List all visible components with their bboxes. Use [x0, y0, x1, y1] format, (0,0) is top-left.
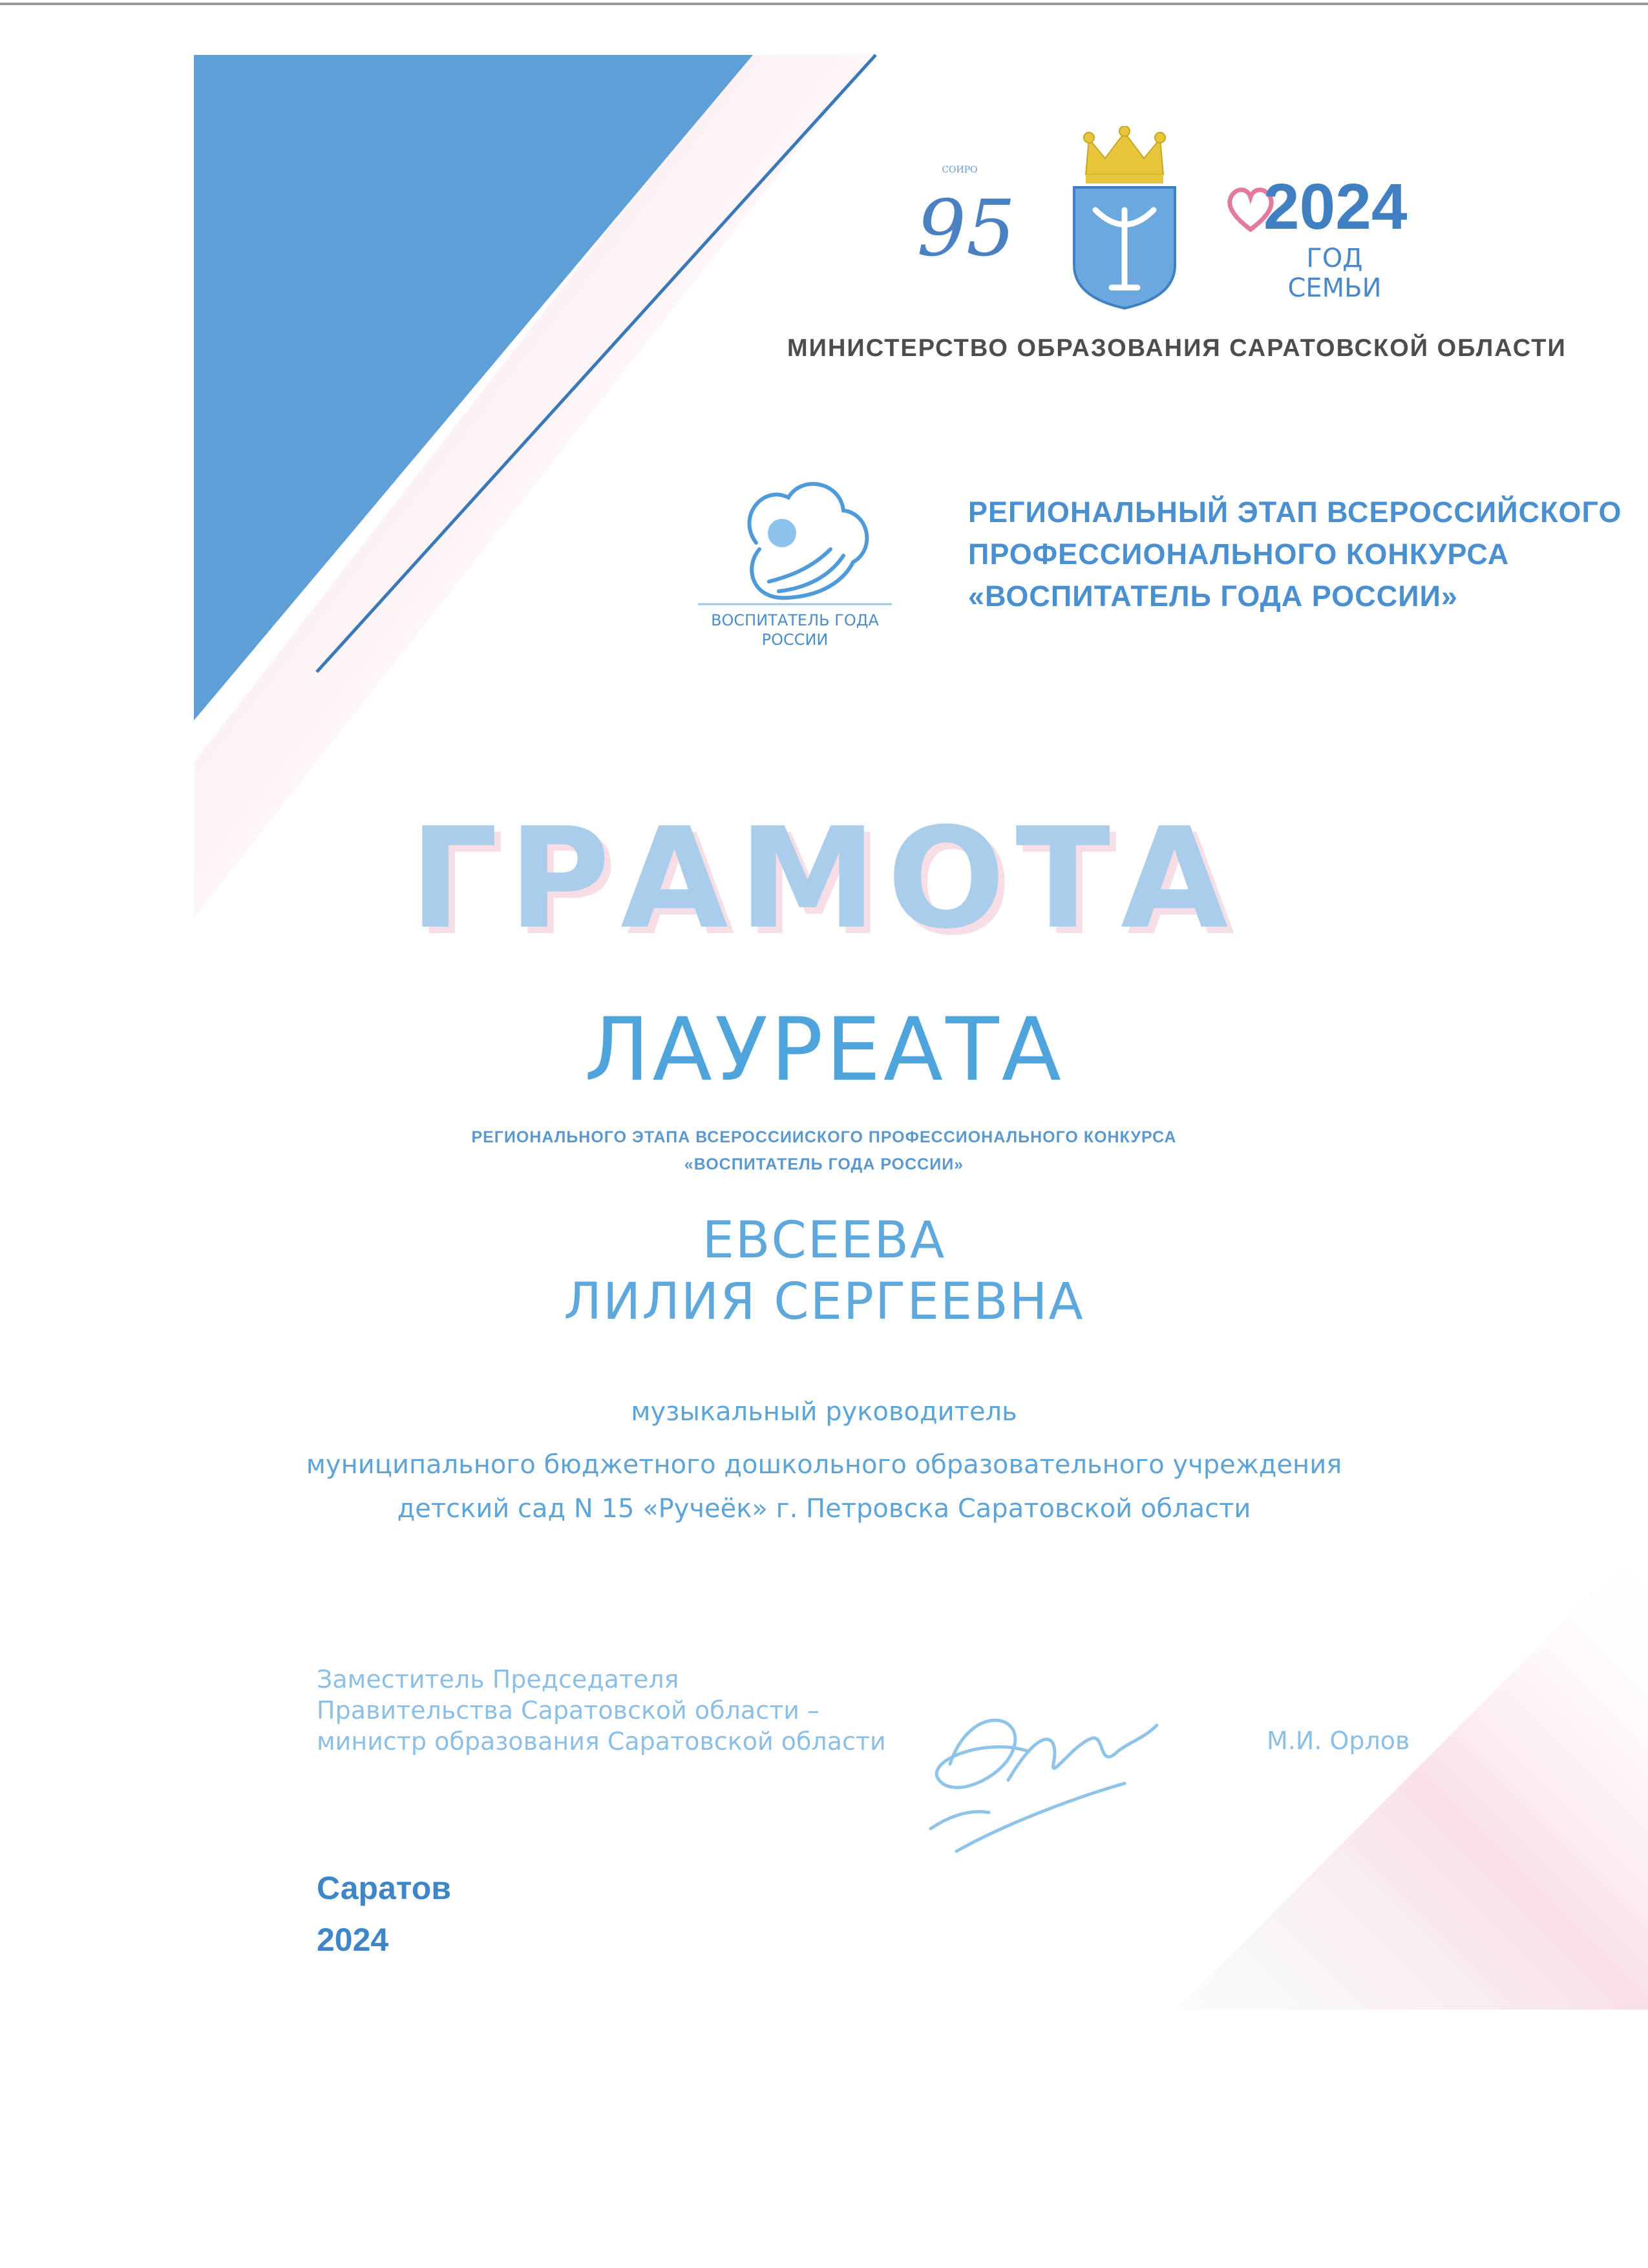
certificate-heading: ГРАМОТА — [409, 797, 1239, 960]
sciro-number: 95 — [916, 184, 1016, 274]
place: Саратов — [317, 1870, 451, 1906]
signatory-title-line: Правительства Саратовской области – — [317, 1696, 819, 1725]
contest-title-line: ПРОФЕССИОНАЛЬНОГО КОНКУРСА — [968, 538, 1510, 571]
recipient-position-line: муниципального бюджетного дошкольного образовательного учреждения — [306, 1450, 1342, 1480]
year-of-family-emblem — [1225, 171, 1412, 303]
contest-logo-caption-line: ВОСПИТАТЕЛЬ ГОДА — [711, 611, 879, 629]
year-number: 2024 — [1263, 171, 1408, 243]
certificate-subheading: ЛАУРЕАТА — [584, 999, 1064, 1100]
blue-triangle — [194, 55, 753, 720]
year-label: ГОД СЕМЬИ — [1287, 244, 1382, 303]
sciro-label: СОИРО — [942, 165, 978, 175]
ministry-name: МИНИСТЕРСТВО ОБРАЗОВАНИЯ САРАТОВСКОЙ ОБЛАСТИ — [787, 335, 1567, 362]
pink-corner — [1176, 1538, 1648, 2010]
award-description-line: РЕГИОНАЛЬНОГО ЭТАПА ВСЕРОССИИСКОГО ПРОФЕССИОНАЛЬНОГО КОНКУРСА — [471, 1128, 1177, 1146]
recipient-surname: ЕВСЕЕВА — [702, 1212, 946, 1270]
contest-logo-caption — [685, 611, 905, 649]
saratov-coat-of-arms-icon — [1060, 126, 1189, 310]
signatory-title-line: Заместитель Председателя — [317, 1665, 679, 1694]
recipient-position-line: детский сад N 15 «Ручеёк» г. Петровска Саратовской области — [397, 1494, 1251, 1524]
sciro-95-emblem — [902, 165, 1018, 294]
recipient-given-names: ЛИЛИЯ СЕРГЕЕВНА — [564, 1273, 1084, 1331]
handwritten-signature — [911, 1667, 1183, 1854]
contest-title-line: «ВОСПИТАТЕЛЬ ГОДА РОССИИ» — [968, 580, 1458, 613]
signatory-name: М.И. Орлов — [1267, 1727, 1410, 1755]
issue-year: 2024 — [317, 1922, 389, 1958]
signatory-title — [317, 1664, 886, 1757]
contest-logo-caption-line: РОССИИ — [761, 631, 829, 649]
signatory-title-line: министр образования Саратовской области — [317, 1727, 886, 1756]
recipient-position-line: музыкальный руководитель — [631, 1397, 1017, 1427]
contest-title-line: РЕГИОНАЛЬНЫЙ ЭТАП ВСЕРОССИЙСКОГО — [968, 496, 1622, 529]
contest-title — [968, 491, 1622, 617]
award-description-line: «ВОСПИТАТЕЛЬ ГОДА РОССИИ» — [684, 1155, 964, 1173]
